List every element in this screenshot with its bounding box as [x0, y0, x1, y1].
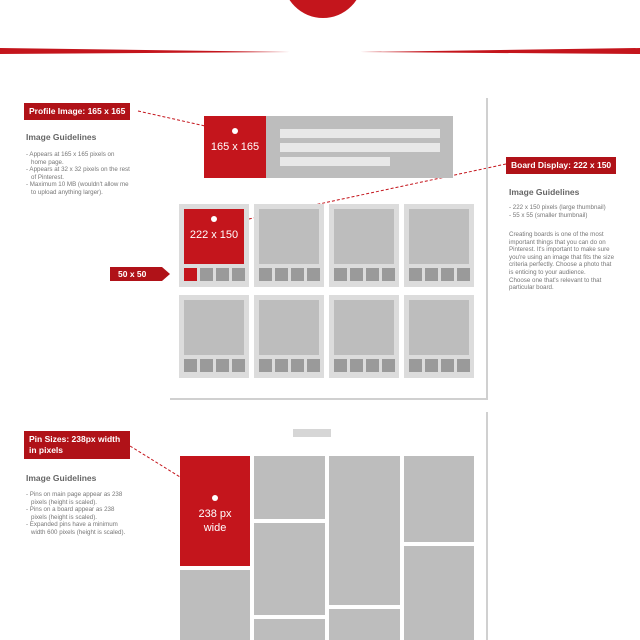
board-card[interactable] — [254, 204, 324, 287]
board-small-thumb — [232, 359, 245, 372]
board-cover-image — [409, 300, 469, 355]
board-small-thumb — [275, 359, 288, 372]
board-card[interactable] — [179, 204, 249, 287]
board-cover-image — [259, 209, 319, 264]
profile-image-box — [204, 116, 266, 178]
pins-guidelines-heading: Image Guidelines — [26, 473, 97, 483]
board-small-thumb — [216, 268, 229, 281]
board-cover-image — [259, 300, 319, 355]
profile-guidelines-heading: Image Guidelines — [26, 132, 97, 142]
board-small-thumb — [275, 268, 288, 281]
board-display-label: Board Display: 222 x 150 — [506, 157, 616, 174]
board-small-thumb — [291, 359, 304, 372]
board-small-thumb — [366, 359, 379, 372]
board-card[interactable] — [329, 295, 399, 378]
pin-sizes-label: Pin Sizes: 238px width in pixels — [24, 431, 130, 459]
board-small-thumb — [200, 359, 213, 372]
marker-dot — [211, 216, 217, 222]
board-small-thumb — [334, 359, 347, 372]
board-small-thumb — [441, 359, 454, 372]
board-cover-image — [184, 300, 244, 355]
pin-card[interactable] — [329, 609, 400, 640]
board-small-thumb — [409, 268, 422, 281]
board-small-thumb — [425, 268, 438, 281]
board-small-thumb — [350, 268, 363, 281]
board-size-text: 222 x 150 — [189, 229, 239, 241]
board-cover-image — [409, 209, 469, 264]
board-small-thumb — [409, 359, 422, 372]
board-small-thumb — [259, 359, 272, 372]
pins-page-top-bar — [293, 429, 331, 437]
board-small-thumb — [382, 359, 395, 372]
board-card[interactable] — [404, 295, 474, 378]
pin-width-text: 238 px wide — [198, 508, 232, 534]
board-small-thumb — [259, 268, 272, 281]
board-small-thumb — [350, 359, 363, 372]
board-card[interactable] — [254, 295, 324, 378]
board-small-thumb — [441, 268, 454, 281]
board-cover-image — [184, 209, 244, 264]
board-small-thumb — [184, 359, 197, 372]
small-thumbnail-label: 50 x 50 — [118, 269, 147, 279]
pin-card[interactable] — [404, 456, 474, 542]
board-small-thumb — [366, 268, 379, 281]
pin-card[interactable] — [329, 456, 400, 605]
board-card[interactable] — [179, 295, 249, 378]
profile-text-line — [280, 157, 390, 166]
board-card[interactable] — [404, 204, 474, 287]
profile-text-line — [280, 129, 440, 138]
board-small-thumb — [291, 268, 304, 281]
board-small-thumb — [216, 359, 229, 372]
board-small-thumb — [457, 359, 470, 372]
marker-dot — [232, 128, 238, 134]
board-small-thumb — [200, 268, 213, 281]
board-guidelines-heading: Image Guidelines — [509, 187, 580, 197]
pin-card[interactable] — [180, 570, 250, 640]
board-small-thumb — [307, 268, 320, 281]
profile-size-text: 165 x 165 — [210, 141, 260, 153]
pin-card[interactable] — [254, 523, 325, 615]
pin-card[interactable] — [254, 619, 325, 640]
board-small-thumb — [334, 268, 347, 281]
profile-text-line — [280, 143, 440, 152]
board-small-thumb — [232, 268, 245, 281]
board-small-thumb — [457, 268, 470, 281]
pin-card[interactable] — [404, 546, 474, 640]
profile-guidelines-list: - Appears at 165 x 165 pixels on home page. - Appears at 32 x 32 pixels on the rest of Pinterest. - Maximum 10 MB (wouldn't allow me to upload anything larger). — [26, 151, 130, 196]
board-guidelines-list: - 222 x 150 pixels (large thumbnail) - 55 x 55 (smaller thumbnail) — [509, 204, 606, 219]
board-small-thumb — [307, 359, 320, 372]
pins-page-frame — [486, 412, 488, 640]
pin-highlighted[interactable] — [180, 456, 250, 566]
board-small-thumb — [425, 359, 438, 372]
board-small-thumb — [184, 268, 197, 281]
board-card[interactable] — [329, 204, 399, 287]
profile-image-label: Profile Image: 165 x 165 — [24, 103, 130, 120]
board-guidelines-paragraph: Creating boards is one of the most important things that you can do on Pinterest. It's important to make sure you're using an image that fits the size criteria perfectly. Choose a photo that is enticing to your audience. Choose one that's relevant to that particular board. — [509, 231, 615, 292]
board-small-thumb — [382, 268, 395, 281]
marker-dot — [212, 495, 218, 501]
pin-card[interactable] — [254, 456, 325, 519]
pins-guidelines-list: - Pins on main page appear as 238 pixels (height is scaled). - Pins on a board appear as 238 pixels (height is scaled). - Expanded pins have a minimum width 600 pixels (height is scaled). — [26, 491, 126, 536]
board-cover-image — [334, 209, 394, 264]
board-cover-image — [334, 300, 394, 355]
